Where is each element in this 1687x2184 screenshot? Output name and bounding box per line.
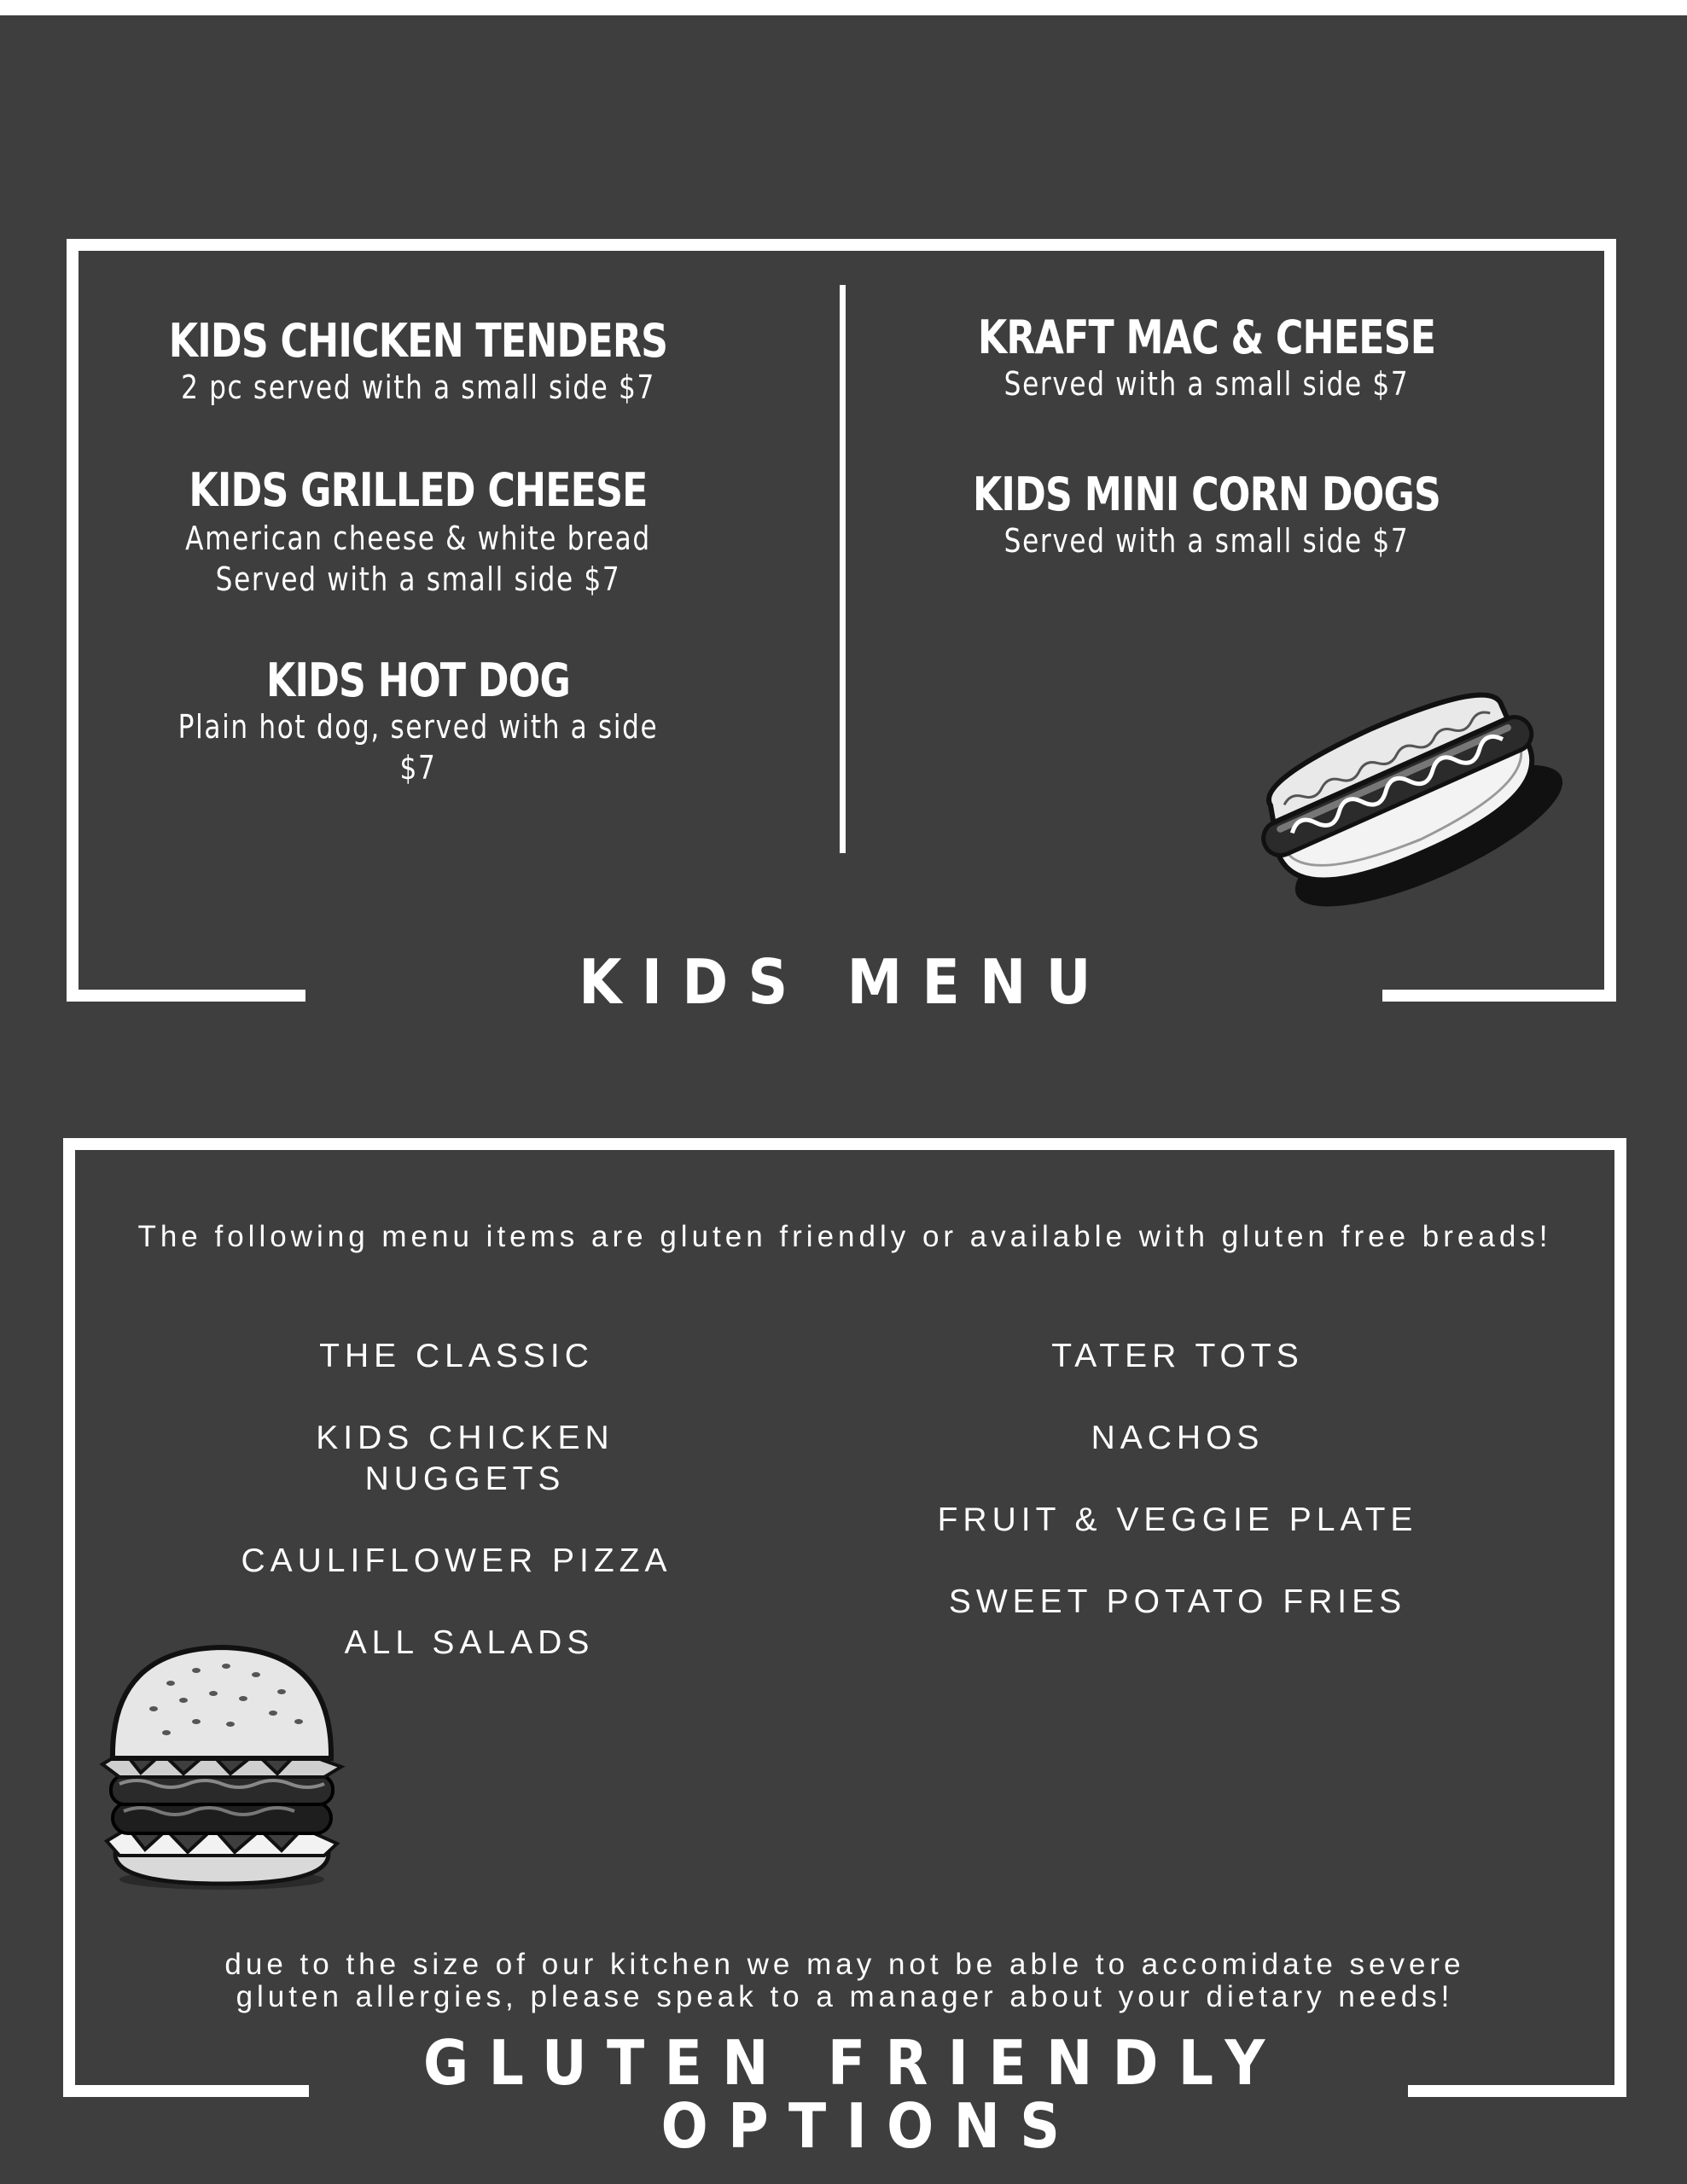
item-description: 2 pc served with a small side $7 bbox=[181, 369, 655, 406]
item-title: KIDS HOT DOG bbox=[265, 653, 571, 707]
menu-sheet bbox=[0, 15, 1687, 2184]
item-title: KIDS CHICKEN TENDERS bbox=[168, 314, 668, 368]
gluten-item-cauliflower-pizza: CAULIFLOWER PIZZA bbox=[241, 1542, 672, 1579]
gluten-item-sweet-potato-fries: SWEET POTATO FRIES bbox=[948, 1583, 1407, 1620]
gluten-friendly-title-line-1: GLUTEN FRIENDLY bbox=[423, 2027, 1285, 2099]
gluten-item-tater-tots: TATER TOTS bbox=[1051, 1338, 1304, 1374]
hot-dog-icon bbox=[1242, 672, 1566, 928]
gluten-disclaimer-line-2: gluten allergies, please speak to a manager about your dietary needs! bbox=[236, 1980, 1454, 2013]
kids-menu-title: KIDS MENU bbox=[579, 946, 1111, 1018]
gluten-item-kids-chicken-nuggets: KIDS CHICKEN NUGGETS bbox=[316, 1420, 614, 1497]
burger-icon bbox=[94, 1632, 350, 1905]
gluten-friendly-title-line-2: OPTIONS bbox=[660, 2090, 1080, 2162]
gluten-item-fruit-veggie-plate: FRUIT & VEGGIE PLATE bbox=[937, 1502, 1418, 1538]
column-divider bbox=[840, 285, 846, 853]
gluten-item-nachos: NACHOS bbox=[1091, 1420, 1265, 1456]
item-title: KRAFT MAC & CHEESE bbox=[977, 311, 1436, 364]
item-description: Plain hot dog, served with a side $7 bbox=[177, 708, 659, 787]
menu-item-kids-chicken-tenders bbox=[111, 314, 725, 408]
item-description: Served with a small side $7 bbox=[1003, 522, 1410, 560]
gluten-intro-text: The following menu items are gluten friendly or available with gluten free breads! bbox=[137, 1220, 1552, 1253]
gluten-item-the-classic: THE CLASSIC bbox=[319, 1338, 594, 1374]
menu-item-kids-grilled-cheese bbox=[111, 463, 725, 600]
item-title: KIDS GRILLED CHEESE bbox=[189, 463, 648, 517]
gluten-disclaimer-line-1: due to the size of our kitchen we may not be able to accomidate severe bbox=[224, 1948, 1465, 1981]
menu-item-kids-hot-dog bbox=[111, 653, 725, 788]
gluten-item-all-salads: ALL SALADS bbox=[344, 1624, 595, 1661]
menu-item-kraft-mac-and-cheese bbox=[899, 311, 1514, 404]
item-description: Served with a small side $7 bbox=[1003, 365, 1410, 403]
item-title: KIDS MINI CORN DOGS bbox=[972, 468, 1441, 521]
item-description: American cheese & white bread Served with a small side $7 bbox=[185, 520, 651, 598]
menu-item-kids-mini-corn-dogs bbox=[899, 468, 1514, 561]
